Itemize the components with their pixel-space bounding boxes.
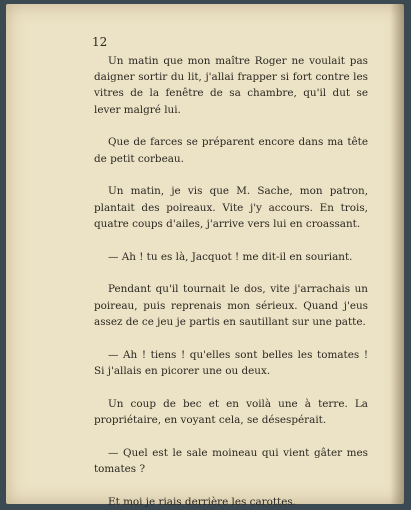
page-body-text — [94, 53, 368, 510]
paragraph: Un matin, je vis que M. Sache, mon patron, plantait des poireaux. Vite j'y accours. En trois, quatre coups d'ailes, j'arrive vers lui en croassant. — [94, 185, 368, 230]
page-number: 12 — [92, 35, 108, 49]
page-gutter-shadow — [390, 4, 404, 504]
book-page — [6, 4, 404, 508]
paragraph: Un matin que mon maître Roger ne voulait pas daigner sortir du lit, j'allai frapper si fort contre les vitres de la fenêtre de sa chambre, qu'il dut se lever malgré lui. — [94, 55, 368, 116]
paragraph: — Ah ! tiens ! qu'elles sont belles les tomates ! Si j'allais en picorer une ou deux. — [94, 348, 368, 377]
paragraph: Que de farces se préparent encore dans ma tête de petit corbeau. — [94, 136, 368, 165]
paragraph: Un coup de bec et en voilà une à terre. La propriétaire, en voyant cela, se désespérait. — [94, 397, 368, 426]
paragraph: — Ah ! tu es là, Jacquot ! me dit-il en souriant. — [108, 250, 353, 263]
paragraph: Et moi je riais derrière les carottes. — [108, 495, 297, 508]
paragraph: — Quel est le sale moineau qui vient gâter mes tomates ? — [94, 446, 368, 475]
paragraph: Pendant qu'il tournait le dos, vite j'arrachais un poireau, puis reprenais mon sérieux. Quand j'eus assez de ce jeu je partis en sautillant sur une patte. — [94, 283, 368, 328]
